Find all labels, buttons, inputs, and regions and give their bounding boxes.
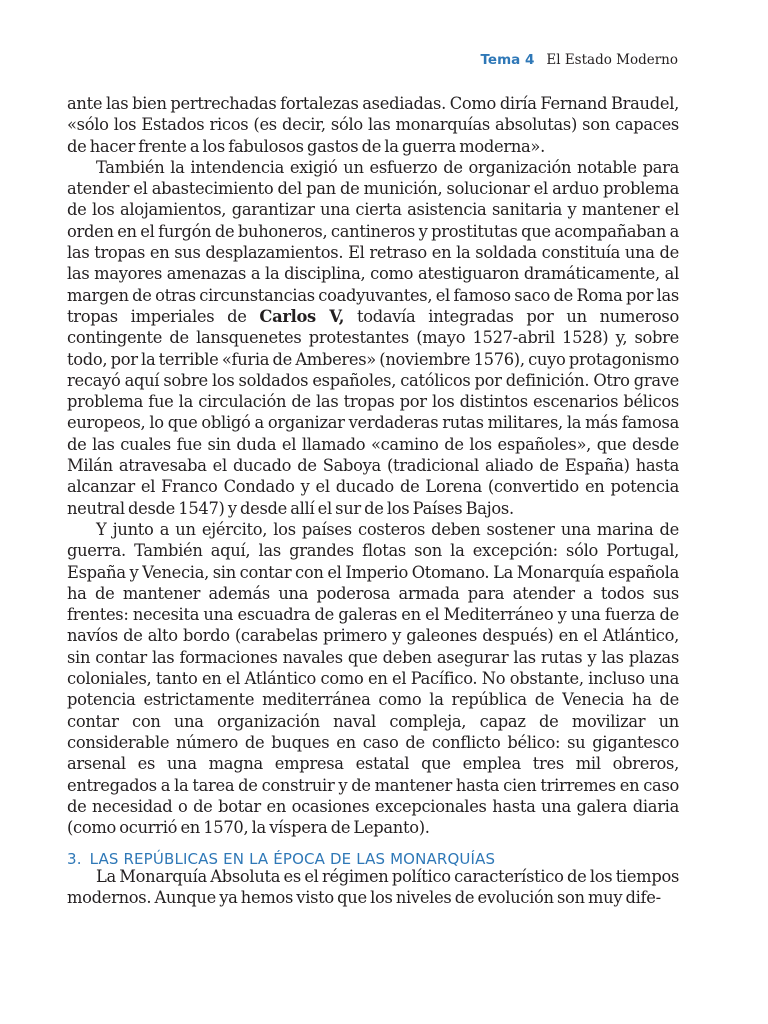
section-title: LAS REPÚBLICAS EN LA ÉPOCA DE LAS MONARQUÍAS [89, 850, 496, 868]
body-text-upper [67, 93, 679, 838]
paragraph-text: todavía integradas por un numeroso contingente de lansquenetes protestantes (mayo 1527-abril 1528) y, sobre todo, por la terrible «furia de Amberes» (noviembre 1576), cuyo protagonismo recayó aquí sobre los soldados españoles, católicos por definición. Otro grave problema fue la circulación de las tropas por los distintos escenarios bélicos europeos, lo que obligó a organizar verdaderas rutas militares, la más famosa de las cuales fue sin duda el llamado «camino de los españoles», que desde Milán atravesaba el ducado de Saboya (tradicional aliado de España) hasta alcanzar el Franco Condado y el ducado de Lorena (convertido en potencia neutral desde 1547) y desde allí el sur de los Países Bajos. [67, 306, 679, 518]
section-number: 3. [67, 850, 82, 868]
chapter-title: El Estado Moderno [546, 52, 678, 68]
body-text-lower [67, 866, 679, 909]
paragraph-continued: ante las bien pertrechadas fortalezas asediadas. Como diría Fernand Braudel, «sólo los Estados ricos (es decir, sólo las monarquías absolutas) son capaces de hacer frente a los fabulosos gastos de la guerra moderna». [67, 94, 679, 156]
bold-name-carlos-v: Carlos V, [259, 306, 345, 326]
chapter-label: Tema 4 [480, 52, 535, 68]
paragraph-monarquia: La Monarquía Absoluta es el régimen político característico de los tiempos modernos. Aunque ya hemos visto que los niveles de evolución son muy dife- [67, 867, 679, 908]
running-header [481, 52, 678, 74]
paragraph-text: También la intendencia exigió un esfuerzo de organización notable para atender el abastecimiento del pan de munición, solucionar el arduo problema de los alojamientos, garantizar una cierta asistencia sanitaria y mantener el orden en el furgón de buhoneros, cantineros y prostitutas que acompañaban a las tropas en sus desplazamientos. El retraso en la soldada constituía una de las mayores amenazas a la disciplina, como atestiguaron dramáticamente, al margen de otras circunstancias coadyuvantes, el famoso saco de Roma por las tropas imperiales de [67, 157, 679, 326]
paragraph-intendencia [67, 157, 679, 519]
paragraph-marina: Y junto a un ejército, los países costeros deben sostener una marina de guerra. También aquí, las grandes flotas son la excepción: sólo Portugal, España y Venecia, sin contar con el Imperio Otomano. La Monarquía española ha de mantener además una poderosa armada para atender a todos sus frentes: necesita una escuadra de galeras en el Mediterráneo y una fuerza de navíos de alto bordo (carabelas primero y galeones después) en el Atlántico, sin contar las formaciones navales que deben asegurar las rutas y las plazas coloniales, tanto en el Atlántico como en el Pacífico. No obstante, incluso una potencia estrictamente mediterránea como la república de Venecia ha de contar con una organización naval compleja, capaz de movilizar un considerable número de buques en caso de conflicto bélico: su gigantesco arsenal es una magna empresa estatal que emplea tres mil obreros, entregados a la tarea de construir y de mantener hasta cien trirremes en caso de necesidad o de botar en ocasiones excepcionales hasta una galera diaria (como ocurrió en 1570, la víspera de Lepanto). [67, 519, 679, 838]
